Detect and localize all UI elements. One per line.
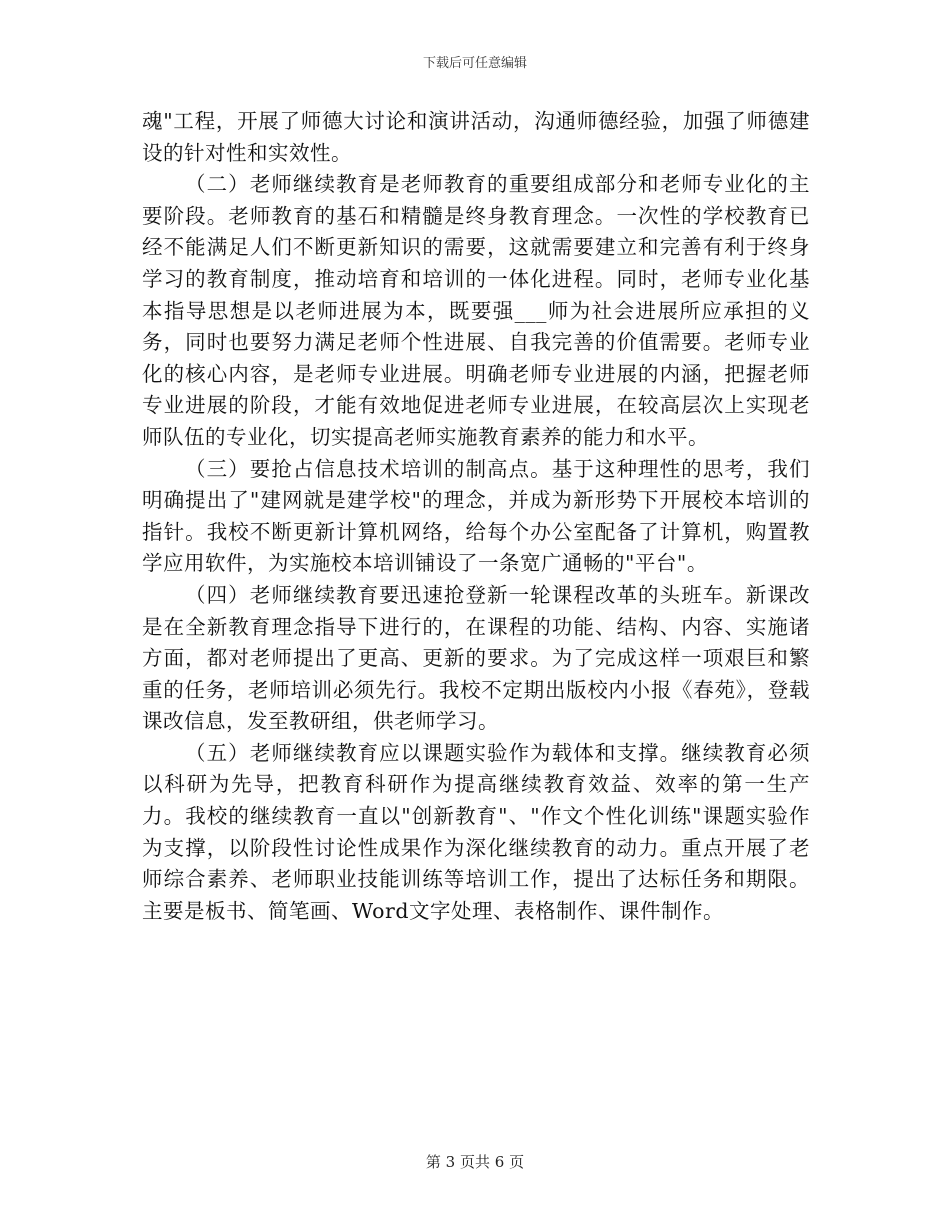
page-header: 下载后可任意编辑 bbox=[422, 56, 527, 71]
paragraph-3: （三）要抢占信息技术培训的制高点。基于这种理性的思考，我们明确提出了"建网就是建学校"的理念，并成为新形势下开展校本培训的指针。我校不断更新计算机网络，给每个办公室配备了计算机，购置教学应用软件，为实施校本培训铺设了一条宽广通畅的"平台"。 bbox=[142, 456, 810, 576]
paragraph-1: 魂"工程，开展了师德大讨论和演讲活动，沟通师德经验，加强了师德建设的针对性和实效性。 bbox=[142, 109, 810, 165]
paragraph-5: （五）老师继续教育应以课题实验作为载体和支撑。继续教育必须以科研为先导，把教育科研作为提高继续教育效益、效率的第一生产力。我校的继续教育一直以"创新教育"、"作文个性化训练"课题实验作为支撑，以阶段性讨论性成果作为深化继续教育的动力。重点开展了老师综合素养、老师职业技能训练等培训工作，提出了达标任务和期限。主要是板书、简笔画、Word文字处理、表格制作、课件制作。 bbox=[142, 740, 810, 923]
document-body bbox=[142, 106, 810, 927]
paragraph-4: （四）老师继续教育要迅速抢登新一轮课程改革的头班车。新课改是在全新教育理念指导下进行的，在课程的功能、结构、内容、实施诸方面，都对老师提出了更高、更新的要求。为了完成这样一项艰巨和繁重的任务，老师培训必须先行。我校不定期出版校内小报《春苑》，登载课改信息，发至教研组，供老师学习。 bbox=[142, 582, 810, 734]
page-footer: 第 3 页共 6 页 bbox=[425, 1153, 525, 1171]
paragraph-2: （二）老师继续教育是老师教育的重要组成部分和老师专业化的主要阶段。老师教育的基石和精髓是终身教育理念。一次性的学校教育已经不能满足人们不断更新知识的需要，这就需要建立和完善有利于终身学习的教育制度，推动培育和培训的一体化进程。同时，老师专业化基本指导思想是以老师进展为本，既要强___师为社会进展所应承担的义务，同时也要努力满足老师个性进展、自我完善的价值需要。老师专业化的核心内容，是老师专业进展。明确老师专业进展的内涵，把握老师专业进展的阶段，才能有效地促进老师专业进展，在较高层次上实现老师队伍的专业化，切实提高老师实施教育素养的能力和水平。 bbox=[142, 172, 810, 449]
